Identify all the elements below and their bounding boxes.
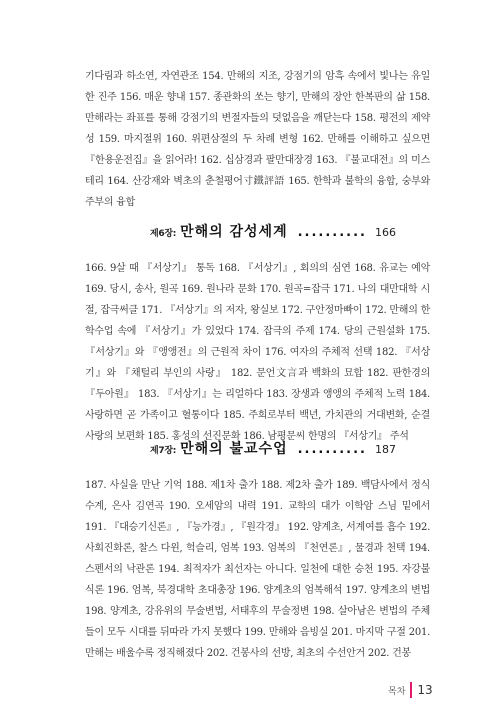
leader-dots: .......... <box>297 442 367 457</box>
page-footer <box>388 682 433 698</box>
footer-page-number: 13 <box>417 683 433 697</box>
chapter-page-number: 187 <box>375 443 396 456</box>
footer-section-label: 목차 <box>388 686 406 697</box>
chapter-6-heading <box>150 221 396 241</box>
chapter-title: 만해의 불교수업 <box>180 441 288 457</box>
chapter-number: 제6장: <box>150 229 177 239</box>
toc-paragraph-chapter6: 166. 9살 때 『서상기』 통독 168. 『서상기』, 회의의 심연 168. 유교는 예악 169. 당시, 송사, 원곡 169. 원나라 문화 170. 원곡=잡극 171. 나의 대만대학 시절, 잡극써클 171. 『서상기』의 저자, 왕실보 172. 구안정마빠이 172. 만해의 한학수업 속에 『서상기』가 있었다 174. 잡극의 주제 174. 당의 근원설화 175. 『서상기』와 『앵앵전』의 근원적 차이 176. 여자의 주체적 선택 182. 『서상기』와 『채털리 부인의 사랑』 182. 문언文言과 백화의 묘합 182. 판한경의 『두아원』 183. 『서상기』는 리얼하다 183. 장생과 앵앵의 주체적 노력 184. 사랑하면 곧 가족이고 혈통이다 185. 주희로부터 백년, 가치관의 거대변화, 순결사랑의 보편화 185. 홍성의 선진문화 186. 남평문씨 한명의 『서상기』 주석 <box>85 263 430 442</box>
chapter-7-heading <box>150 438 396 458</box>
chapter-title: 만해의 감성세계 <box>180 224 288 240</box>
chapter-page-number: 166 <box>375 226 396 239</box>
toc-paragraph-chapter7: 187. 사실을 만난 기억 188. 제1차 출가 188. 제2차 출가 189. 백담사에서 정식 수계, 은사 김연곡 190. 오세암의 내력 191. 교학의 대가 이학암 스님 밑에서 191. 『대승기신론』, 『능가경』, 『원각경』 192. 양계초, 서계여를 흠수 192. 사회진화론, 찰스 다윈, 헉슬리, 엄복 193. 엄복의 『천연론』, 물경과 천택 194. 스펜서의 낙관론 194. 최적자가 최선자는 아니다. 일천에 대한 승천 195. 자강불식론 196. 엄복, 북경대학 초대총장 196. 양계초의 엄복해석 197. 양계초의 변법 198. 양계초, 강유위의 무술변법, 서태후의 무술정변 198. 살아남은 변법의 주체들이 모두 시대를 뒤따라 가지 못했다 199. 만해와 음빙실 201. 마지막 구절 201. 만해는 배울수록 정직해졌다 202. 건봉사의 선방, 최초의 수선안거 202. 건봉 <box>85 480 430 659</box>
footer-accent-bar <box>410 682 412 698</box>
leader-dots: .......... <box>297 225 367 240</box>
toc-paragraph-chapter5-tail: 기다림과 하소연, 자연관조 154. 만해의 지조, 강점기의 암흑 속에서 빛나는 유일한 진주 156. 매운 향내 157. 종관화의 쏘는 향기, 만해의 장안 한복판의 삶 158. 만해라는 좌표를 통해 강점기의 변절자들의 덧없음을 깨닫는다 158. 평전의 제약성 159. 마지절위 160. 위편삼절의 두 차례 변형 162. 만해를 이해하고 싶으면 『한용운전집』을 읽어라! 162. 십삼경과 팔만대장경 163. 『불교대전』의 미스테리 164. 산강재와 벽초의 춘철평어寸鐵評語 165. 한학과 불학의 융합, 숭부와 주부의 융합 <box>85 71 430 208</box>
chapter-number: 제7장: <box>150 446 177 456</box>
